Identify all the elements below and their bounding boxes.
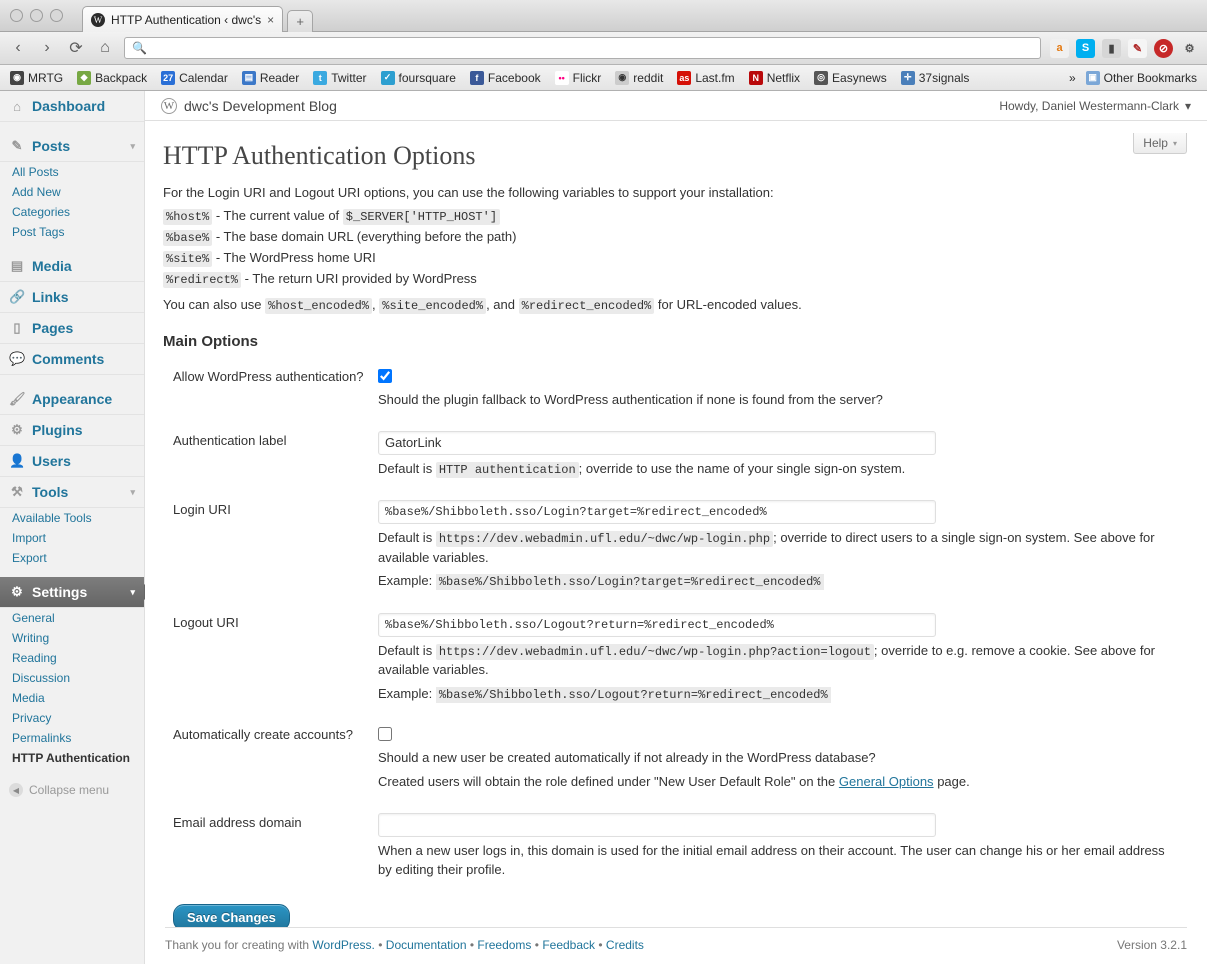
- posts-icon: ✎: [11, 138, 23, 153]
- sidebar-item-tools[interactable]: [0, 477, 144, 508]
- bookmark-label: Last.fm: [695, 70, 735, 85]
- bookmark-label: Twitter: [331, 70, 367, 85]
- links-icon: 🔗: [9, 289, 26, 304]
- admin-header: [145, 91, 1207, 121]
- variable-code: %base%: [163, 230, 212, 246]
- sidebar-item-label: Dashboard: [32, 98, 106, 114]
- menu-separator: [0, 122, 144, 131]
- label-auto-create: Automatically create accounts?: [173, 727, 353, 743]
- tab-title: HTTP Authentication ‹ dwc's: [111, 12, 262, 27]
- variable-code: %host%: [163, 209, 212, 225]
- flickr-icon: ••: [555, 71, 569, 85]
- also-suffix: for URL-encoded values.: [657, 297, 802, 312]
- comments-icon: 💬: [9, 351, 26, 366]
- sidebar-subitem-add-new[interactable]: Add New: [12, 185, 61, 199]
- 37signals-icon: ✛: [901, 71, 915, 85]
- encoded-variables-note: [163, 297, 1187, 313]
- credits-link[interactable]: Credits: [605, 938, 644, 952]
- users-icon: 👤: [9, 453, 26, 468]
- sidebar-subitem-reading[interactable]: Reading: [12, 651, 57, 665]
- desc-before: Default is: [378, 530, 433, 546]
- reader-icon: ▤: [242, 71, 256, 85]
- footer-sep-4: •: [598, 938, 603, 952]
- example-code: %base%/Shibboleth.sso/Login?target=%redirect_encoded%: [436, 574, 824, 590]
- bookmark-mrtg[interactable]: [10, 71, 63, 85]
- general-options-link[interactable]: General Options: [838, 774, 934, 790]
- intro-text: For the Login URI and Logout URI options, you can use the following variables to support your installation:: [163, 185, 774, 200]
- site-title: dwc's Development Blog: [184, 97, 337, 114]
- bookmark-calendar[interactable]: [161, 71, 228, 85]
- close-icon[interactable]: ×: [267, 12, 275, 27]
- bookmarks-right-group: [1069, 71, 1197, 85]
- sidebar-item-media[interactable]: [0, 251, 144, 282]
- section-heading-main-options: Main Options: [163, 333, 258, 350]
- wordpress-admin: [0, 91, 1207, 964]
- bookmark-backpack[interactable]: [77, 71, 147, 85]
- variable-row-site: [163, 250, 1187, 266]
- dashboard-icon: ⌂: [13, 98, 21, 114]
- auth-label-description: [378, 460, 1177, 479]
- wrench-menu-icon[interactable]: ⚙: [1184, 42, 1195, 55]
- submit-row: [163, 894, 1187, 927]
- help-toggle-button[interactable]: [1133, 133, 1187, 154]
- auto-create-description-2: [378, 773, 1177, 792]
- footer-sep-3: •: [534, 938, 539, 952]
- sidebar-subitem-http-authentication[interactable]: HTTP Authentication: [12, 751, 130, 765]
- amazon-extension-icon[interactable]: a: [1050, 39, 1069, 58]
- sidebar-item-users[interactable]: [0, 446, 144, 477]
- version-label: Version 3.2.1: [1116, 938, 1187, 952]
- wordpress-logo-icon: W: [161, 98, 177, 114]
- sidebar-subitem-writing[interactable]: Writing: [12, 631, 50, 645]
- menu-separator: [0, 242, 144, 251]
- tools-icon: ⚒: [11, 484, 23, 499]
- calendar-icon: 27: [163, 72, 174, 83]
- login-uri-description: [378, 529, 1177, 567]
- login-uri-input[interactable]: [378, 500, 936, 524]
- appearance-icon: 🖌: [9, 391, 26, 406]
- folder-icon: ▣: [1086, 71, 1100, 85]
- backpack-icon: ◆: [77, 71, 91, 85]
- auth-label-input[interactable]: [378, 431, 936, 455]
- variable-row-redirect: [163, 271, 1187, 287]
- sidebar-item-label: Links: [32, 289, 69, 305]
- allow-wp-auth-description: Should the plugin fallback to WordPress authentication if none is found from the server?: [378, 392, 883, 407]
- pages-icon: ▯: [13, 320, 21, 335]
- browser-toolbar: [0, 32, 1207, 65]
- variable-code: %site%: [163, 251, 212, 267]
- email-domain-input[interactable]: [378, 813, 936, 837]
- bookmarks-overflow-icon[interactable]: »: [1068, 70, 1076, 85]
- footer-sep-1: •: [378, 938, 383, 952]
- plugins-icon: ⚙: [11, 422, 23, 437]
- chevron-down-icon: ▾: [130, 140, 135, 151]
- sidebar-subitem-export[interactable]: Export: [12, 551, 47, 565]
- variable-code-2: $_SERVER['HTTP_HOST']: [343, 209, 500, 225]
- zoom-window-button[interactable]: [50, 9, 63, 22]
- sidebar-item-pages[interactable]: [0, 313, 144, 344]
- field-logout-uri: [378, 606, 1187, 719]
- sidebar-subitem-general[interactable]: General: [12, 611, 55, 625]
- address-bar[interactable]: [124, 37, 1041, 59]
- auto-create-checkbox[interactable]: [378, 727, 392, 741]
- login-uri-example: [378, 572, 1177, 591]
- desc-after: ; override to e.g. remove a cookie. See above for available variables.: [378, 642, 1156, 678]
- sidebar-item-label: Media: [32, 258, 72, 274]
- close-window-button[interactable]: [10, 9, 23, 22]
- sidebar-subitem-media[interactable]: Media: [12, 691, 45, 705]
- admin-footer: [165, 927, 1187, 964]
- label-email-domain: Email address domain: [173, 815, 302, 831]
- sidebar-item-label: Pages: [32, 320, 74, 336]
- window-controls[interactable]: [10, 9, 63, 22]
- sidebar-subitem-discussion[interactable]: Discussion: [12, 671, 71, 685]
- chevron-down-icon: ▾: [130, 486, 135, 497]
- browser-tab[interactable]: [82, 6, 283, 32]
- logout-uri-example: [378, 685, 1177, 704]
- bookmark-reader[interactable]: [242, 71, 299, 85]
- form-row-allow-wp-auth: [163, 360, 1187, 424]
- logout-uri-description: [378, 642, 1177, 680]
- bookmark-label: Calendar: [179, 70, 228, 85]
- sidebar-item-label: Tools: [32, 484, 69, 500]
- bookmark-label: Flickr: [572, 70, 602, 85]
- sidebar-item-settings[interactable]: [0, 577, 144, 608]
- site-title-link[interactable]: [161, 98, 337, 114]
- pin-extension-icon[interactable]: ✎: [1128, 39, 1147, 58]
- collapse-icon: ◀: [9, 783, 23, 797]
- sidebar-item-label: Comments: [32, 351, 105, 367]
- admin-body: [145, 121, 1207, 927]
- example-label: Example:: [378, 686, 433, 702]
- allow-wp-auth-checkbox[interactable]: [378, 369, 392, 383]
- field-email-domain: [378, 806, 1187, 894]
- field-login-uri: [378, 493, 1187, 606]
- sidebar-subitem-import[interactable]: Import: [12, 531, 47, 545]
- example-label: Example:: [378, 573, 433, 589]
- lastpass-extension-icon[interactable]: ▮: [1102, 39, 1121, 58]
- variable-code: %redirect%: [163, 272, 241, 288]
- back-icon[interactable]: ‹: [15, 39, 21, 56]
- settings-icon: ⚙: [11, 584, 23, 599]
- page-title: HTTP Authentication Options: [163, 141, 476, 170]
- encoded-code-site: %site_encoded%: [379, 298, 486, 314]
- foursquare-icon: ✓: [381, 71, 395, 85]
- also-and: , and: [486, 297, 515, 312]
- adblock-extension-icon[interactable]: ⊘: [1154, 39, 1173, 58]
- desc-before: Default is: [378, 460, 433, 476]
- sidebar-subitem-categories[interactable]: Categories: [12, 205, 71, 219]
- collapse-menu-button[interactable]: [0, 774, 144, 806]
- sidebar-subitem-post-tags[interactable]: Post Tags: [12, 225, 65, 239]
- sidebar-subitem-permalinks[interactable]: Permalinks: [12, 731, 72, 745]
- bookmark-37signals[interactable]: [901, 71, 970, 85]
- sidebar-item-label: Posts: [32, 138, 71, 154]
- options-form: [163, 360, 1187, 894]
- footer-sep-2: •: [469, 938, 475, 952]
- desc-after: ; override to use the name of your single sign-on system.: [578, 460, 906, 476]
- sidebar-subitem-all-posts[interactable]: All Posts: [12, 165, 59, 179]
- desc-after: page.: [937, 774, 970, 790]
- bookmark-facebook[interactable]: [470, 71, 541, 85]
- facebook-icon: f: [470, 71, 484, 85]
- feedback-link[interactable]: Feedback: [542, 938, 596, 952]
- tab-strip: [82, 0, 313, 31]
- desc-after: ; override to direct users to a single sign-on system. See above for available variables.: [378, 530, 1155, 565]
- bookmark-label: Easynews: [832, 70, 887, 85]
- variable-desc: - The base domain URL (everything before the path): [215, 229, 517, 244]
- freedoms-link[interactable]: Freedoms: [477, 938, 532, 952]
- bookmark-twitter[interactable]: [313, 71, 366, 85]
- collapse-menu-label: Collapse menu: [29, 783, 110, 797]
- variable-desc: - The current value of: [215, 208, 340, 223]
- label-allow-wp-auth: Allow WordPress authentication?: [173, 369, 364, 384]
- form-row-login-uri: [163, 493, 1187, 606]
- browser-titlebar: [0, 0, 1207, 32]
- bookmark-label: Facebook: [487, 70, 541, 85]
- variable-desc: - The return URI provided by WordPress: [244, 271, 477, 286]
- desc-code: HTTP authentication: [436, 462, 579, 478]
- logout-uri-input[interactable]: [378, 613, 936, 637]
- variable-row-host: [163, 208, 1187, 224]
- form-row-auth-label: [163, 424, 1187, 493]
- admin-sidebar: [0, 91, 145, 964]
- chevron-down-icon: ▾: [1184, 98, 1191, 113]
- lastfm-icon: as: [679, 72, 690, 83]
- sidebar-item-label: Plugins: [32, 422, 83, 438]
- twitter-icon: t: [313, 71, 327, 85]
- desc-before: Default is: [378, 642, 433, 658]
- sidebar-item-dashboard[interactable]: [0, 91, 144, 122]
- minimize-window-button[interactable]: [30, 9, 43, 22]
- bookmark-label: MRTG: [28, 70, 64, 85]
- sidebar-item-posts[interactable]: [0, 131, 144, 162]
- extension-bar: [1050, 39, 1199, 58]
- bookmark-easynews[interactable]: [814, 71, 887, 85]
- forward-icon[interactable]: ›: [44, 39, 50, 56]
- bookmark-netflix[interactable]: [749, 71, 800, 85]
- label-logout-uri: Logout URI: [173, 614, 239, 630]
- wordpress-favicon: W: [91, 13, 105, 27]
- sidebar-item-plugins[interactable]: [0, 415, 144, 446]
- wordpress-link[interactable]: WordPress.: [312, 938, 375, 952]
- desc-before: Created users will obtain the role defined under "New User Default Role" on the: [378, 774, 836, 790]
- howdy-label: Howdy, Daniel Westermann-Clark: [999, 98, 1179, 113]
- chevron-down-icon: ▾: [130, 586, 135, 597]
- encoded-code-redirect: %redirect_encoded%: [519, 298, 655, 314]
- user-greeting-menu[interactable]: [999, 99, 1191, 113]
- desc-code: https://dev.webadmin.ufl.edu/~dwc/wp-login.php: [436, 531, 773, 547]
- sidebar-item-appearance[interactable]: [0, 384, 144, 415]
- field-allow-wp-auth: [378, 360, 1187, 424]
- bookmark-reddit[interactable]: [615, 71, 663, 85]
- netflix-icon: N: [749, 71, 763, 85]
- desc-code: https://dev.webadmin.ufl.edu/~dwc/wp-login.php?action=logout: [436, 644, 874, 660]
- form-row-email-domain: [163, 806, 1187, 894]
- field-auto-create: [378, 718, 1187, 806]
- field-auth-label: [378, 424, 1187, 493]
- reddit-icon: ◉: [615, 71, 629, 85]
- also-prefix: You can also use: [163, 297, 262, 312]
- menu-separator: [0, 568, 144, 577]
- help-label: Help: [1143, 136, 1168, 150]
- menu-separator: [0, 375, 144, 384]
- sidebar-item-label: Settings: [32, 584, 88, 600]
- other-bookmarks-folder[interactable]: [1086, 71, 1197, 85]
- footer-thanks: Thank you for creating with: [165, 938, 310, 952]
- sidebar-item-links[interactable]: [0, 282, 144, 313]
- skype-extension-icon[interactable]: S: [1076, 39, 1095, 58]
- mrtg-icon: ◉: [10, 71, 24, 85]
- bookmark-label: Reader: [259, 70, 300, 85]
- form-row-auto-create: [163, 718, 1187, 806]
- bookmark-label: foursquare: [398, 70, 456, 85]
- variable-desc: - The WordPress home URI: [215, 250, 376, 265]
- media-icon: ▤: [10, 258, 24, 273]
- bookmark-lastfm[interactable]: [677, 71, 734, 85]
- email-domain-description: When a new user logs in, this domain is used for the initial email address on their account. The user can change his or her email address by editing their profile.: [378, 843, 1165, 878]
- save-changes-button[interactable]: Save Changes: [173, 904, 290, 927]
- sidebar-subitem-privacy[interactable]: Privacy: [12, 711, 52, 725]
- bookmark-label: Netflix: [766, 70, 801, 85]
- sidebar-subitem-available-tools[interactable]: Available Tools: [12, 511, 92, 525]
- chevron-down-icon: ▾: [1172, 138, 1177, 148]
- auto-create-description-1: Should a new user be created automatically if not already in the WordPress database?: [378, 750, 876, 766]
- bookmark-flickr[interactable]: [555, 71, 602, 85]
- bookmark-label: 37signals: [918, 70, 970, 85]
- sidebar-item-label: Users: [32, 453, 71, 469]
- encoded-code-host: %host_encoded%: [265, 298, 372, 314]
- bookmark-label: Backpack: [95, 70, 148, 85]
- admin-content: [145, 91, 1207, 964]
- sidebar-item-comments[interactable]: [0, 344, 144, 375]
- new-tab-button[interactable]: +: [287, 10, 313, 32]
- sidebar-item-label: Appearance: [32, 391, 113, 407]
- search-icon: 🔍: [132, 41, 147, 55]
- bookmarks-bar: [0, 65, 1207, 91]
- bookmark-foursquare[interactable]: [381, 71, 456, 85]
- other-bookmarks-label: Other Bookmarks: [1103, 70, 1197, 85]
- form-row-logout-uri: [163, 606, 1187, 719]
- easynews-icon: ◎: [814, 71, 828, 85]
- label-login-uri: Login URI: [173, 502, 231, 518]
- home-icon[interactable]: ⌂: [100, 39, 110, 56]
- bookmark-label: reddit: [633, 70, 664, 85]
- variable-row-base: [163, 229, 1187, 245]
- label-auth-label: Authentication label: [173, 432, 287, 448]
- comma-1: ,: [372, 297, 376, 312]
- reload-icon[interactable]: ⟳: [69, 40, 83, 57]
- documentation-link[interactable]: Documentation: [385, 938, 467, 952]
- example-code: %base%/Shibboleth.sso/Logout?return=%redirect_encoded%: [436, 687, 831, 703]
